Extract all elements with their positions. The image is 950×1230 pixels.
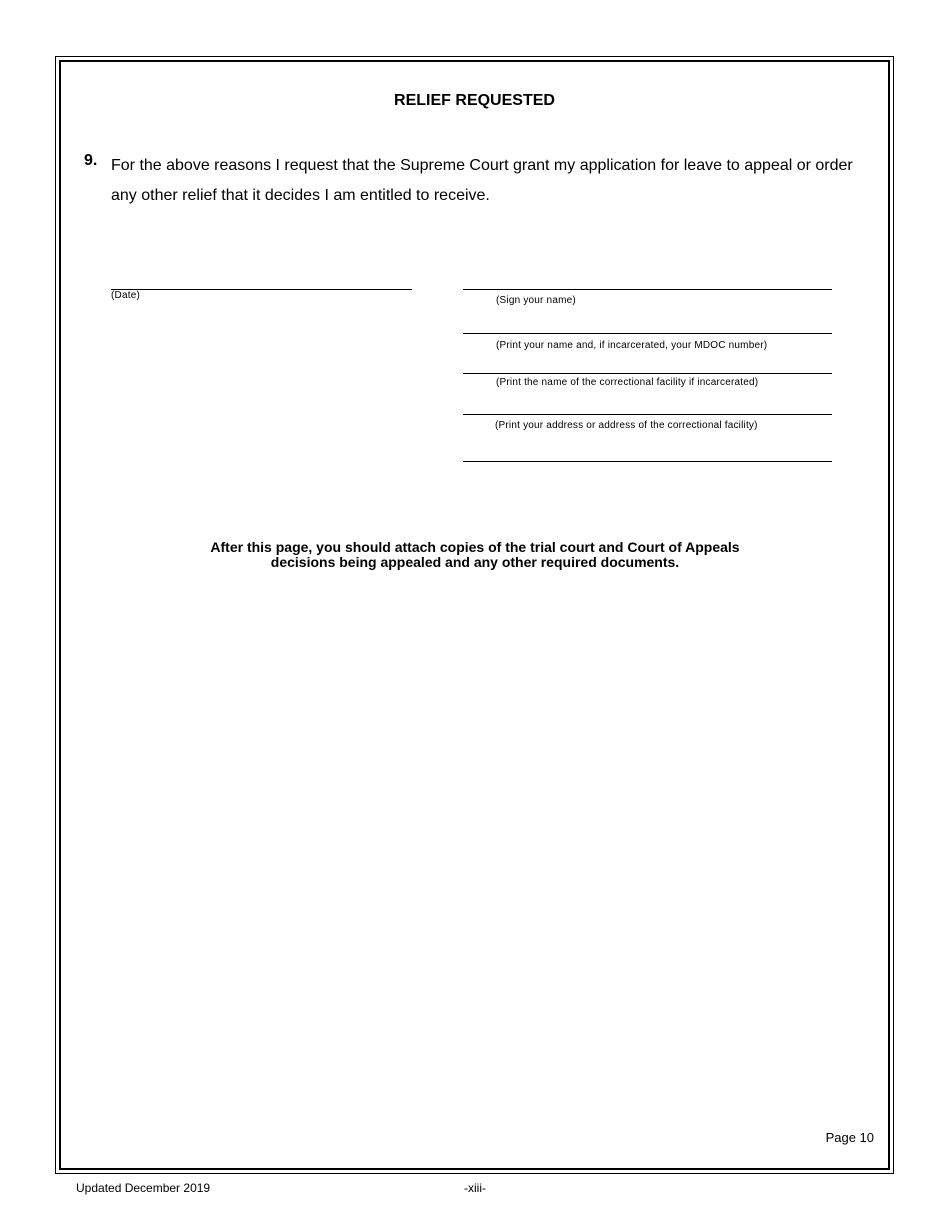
print-name-label: (Print your name and, if incarcerated, your MDOC number)	[496, 340, 768, 351]
date-label: (Date)	[111, 290, 140, 301]
print-name-line[interactable]	[463, 333, 832, 334]
attachment-notice	[150, 540, 800, 570]
address-label: (Print your address or address of the correctional facility)	[495, 420, 758, 431]
attachment-notice-line1: After this page, you should attach copies of the trial court and Court of Appeals	[210, 539, 740, 555]
section-title: RELIEF REQUESTED	[394, 92, 555, 109]
address-line-2[interactable]	[463, 461, 832, 462]
facility-label: (Print the name of the correctional facility if incarcerated)	[496, 377, 759, 388]
address-line[interactable]	[463, 414, 832, 415]
page-number: Page 10	[825, 1130, 874, 1145]
attachment-notice-line2: decisions being appealed and any other required documents.	[270, 554, 680, 570]
footer-roman-page-number: -xiii-	[464, 1181, 486, 1195]
page-inner-border	[59, 60, 890, 1170]
sign-name-label: (Sign your name)	[496, 295, 576, 306]
signature-line[interactable]	[463, 289, 832, 290]
relief-request-text: For the above reasons I request that the Supreme Court grant my application for leave to appeal or order any other relief that it decides I am entitled to receive.	[111, 157, 853, 204]
footer-updated-date: Updated December 2019	[76, 1181, 211, 1195]
item-number: 9.	[84, 152, 98, 169]
date-line[interactable]	[111, 289, 412, 290]
facility-line[interactable]	[463, 373, 832, 374]
